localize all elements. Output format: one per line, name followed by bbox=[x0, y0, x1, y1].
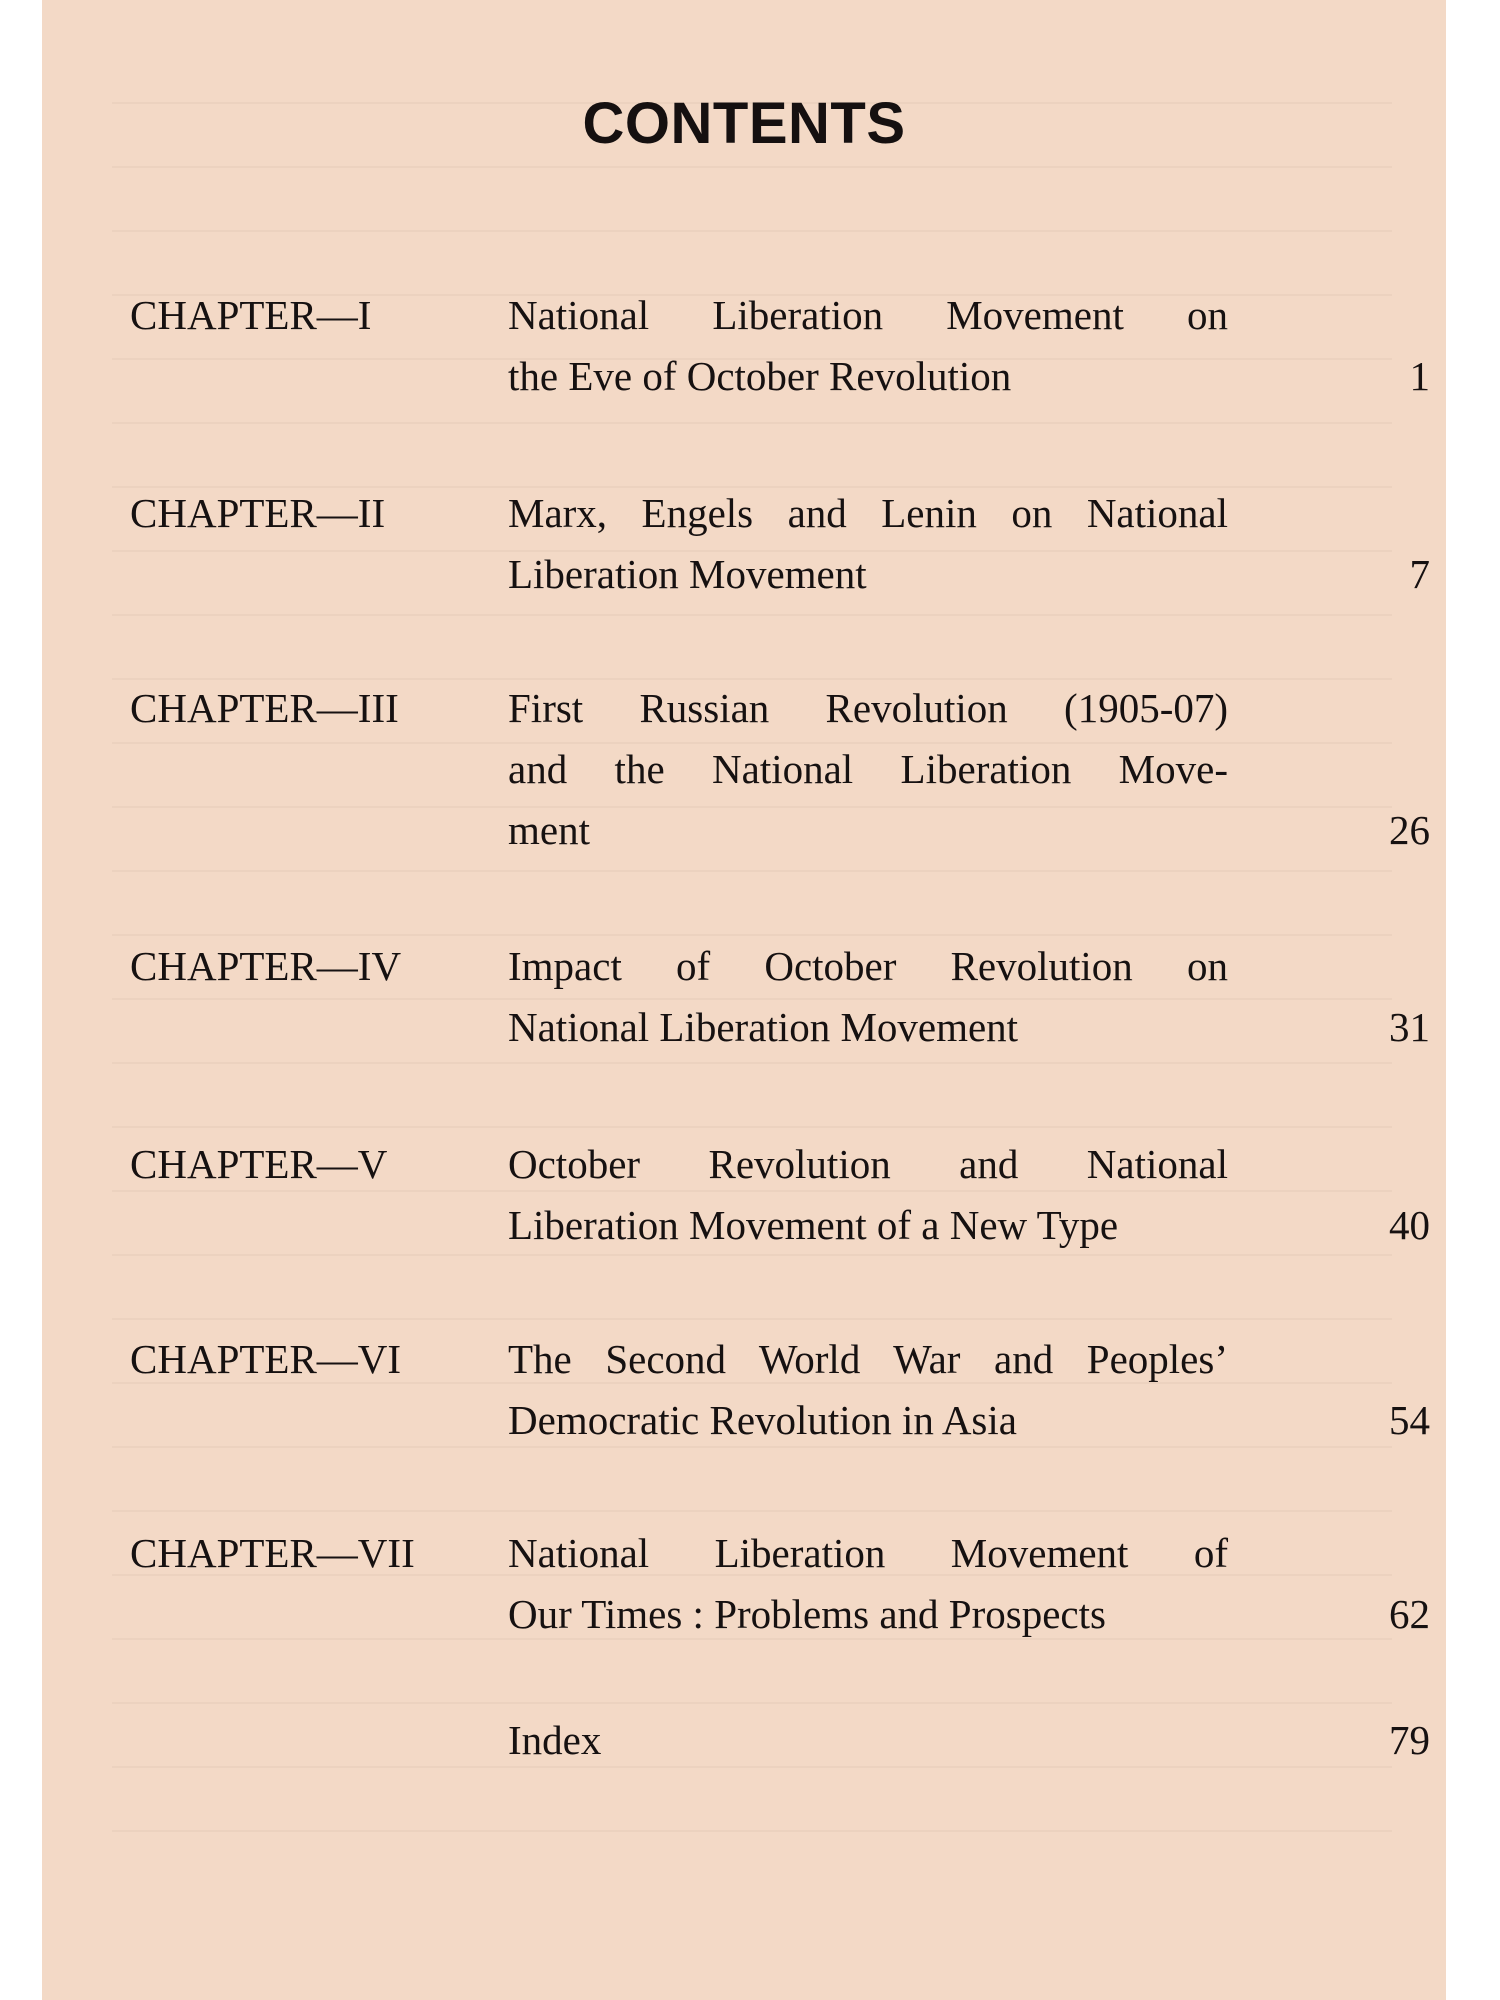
page-number: 62 bbox=[1389, 1591, 1430, 1637]
bleed-through-line bbox=[112, 168, 1392, 232]
page-number: 54 bbox=[1389, 1397, 1430, 1443]
chapter-title-line: The Second World War and Peoples’ bbox=[508, 1336, 1228, 1382]
page-number: 40 bbox=[1389, 1202, 1430, 1248]
bleed-through-line bbox=[112, 1064, 1392, 1128]
chapter-label: CHAPTER—VI bbox=[130, 1336, 402, 1382]
chapter-title-line: Marx, Engels and Lenin on National bbox=[508, 490, 1228, 536]
chapter-title-line: National Liberation Movement on bbox=[508, 292, 1228, 338]
chapter-title-line: and the National Liberation Move- bbox=[508, 746, 1228, 792]
chapter-title-line: Our Times : Problems and Prospects bbox=[508, 1591, 1106, 1637]
chapter-title bbox=[508, 936, 1228, 1058]
bleed-through-line bbox=[112, 872, 1392, 936]
chapter-title-line: Impact of October Revolution on bbox=[508, 943, 1228, 989]
chapter-title-line: First Russian Revolution (1905-07) bbox=[508, 685, 1228, 731]
chapter-title bbox=[508, 483, 1228, 605]
page-number: 1 bbox=[1409, 353, 1430, 399]
chapter-title-line: the Eve of October Revolution bbox=[508, 353, 1012, 399]
page-number: 79 bbox=[1389, 1717, 1430, 1763]
chapter-title bbox=[508, 1329, 1228, 1451]
chapter-title-line: National Liberation Movement bbox=[508, 1004, 1019, 1050]
chapter-label: CHAPTER—II bbox=[130, 490, 386, 536]
chapter-title bbox=[508, 678, 1228, 861]
chapter-title-line: Liberation Movement bbox=[508, 551, 867, 597]
chapter-title-line: Democratic Revolution in Asia bbox=[508, 1397, 1017, 1443]
bleed-through-line bbox=[112, 1448, 1392, 1512]
book-page bbox=[42, 0, 1446, 2000]
page-number: 26 bbox=[1389, 807, 1430, 853]
bleed-through-line bbox=[112, 1640, 1392, 1704]
chapter-title bbox=[508, 1710, 1228, 1771]
chapter-title bbox=[508, 285, 1228, 407]
chapter-title-line: National Liberation Movement of bbox=[508, 1530, 1228, 1576]
bleed-through-line bbox=[112, 1256, 1392, 1320]
chapter-label: CHAPTER—IV bbox=[130, 943, 402, 989]
chapter-label: CHAPTER—V bbox=[130, 1141, 388, 1187]
chapter-title bbox=[508, 1523, 1228, 1645]
chapter-label: CHAPTER—III bbox=[130, 685, 399, 731]
page-title: CONTENTS bbox=[582, 91, 906, 156]
chapter-label: CHAPTER—VII bbox=[130, 1530, 415, 1576]
chapter-title-line: October Revolution and National bbox=[508, 1141, 1228, 1187]
page-number: 31 bbox=[1389, 1004, 1430, 1050]
chapter-title-line: ment bbox=[508, 807, 590, 853]
chapter-label: CHAPTER—I bbox=[130, 292, 372, 338]
bleed-through-line bbox=[112, 424, 1392, 488]
bleed-through-line bbox=[112, 616, 1392, 680]
chapter-title bbox=[508, 1134, 1228, 1256]
page-number: 7 bbox=[1409, 551, 1430, 597]
chapter-title-line: Liberation Movement of a New Type bbox=[508, 1202, 1119, 1248]
chapter-title-line: Index bbox=[508, 1717, 602, 1763]
bleed-through-line bbox=[112, 1768, 1392, 1832]
